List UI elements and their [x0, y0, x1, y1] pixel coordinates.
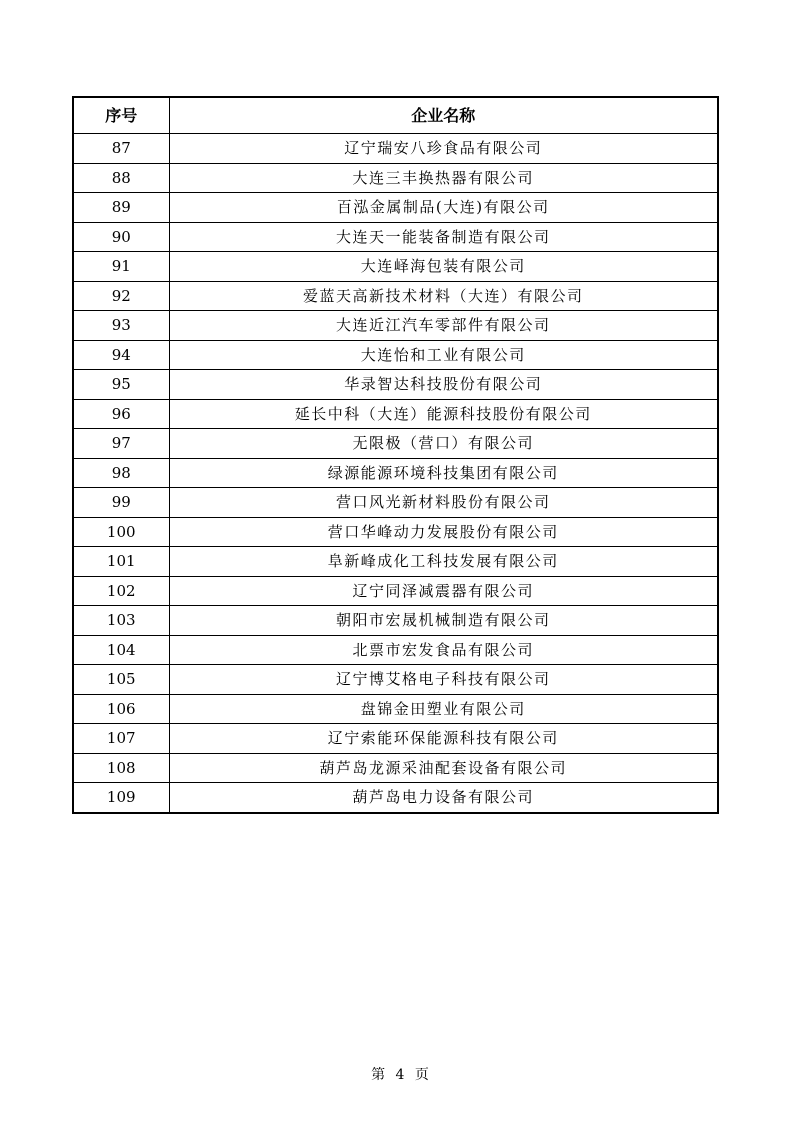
serial-number-cell: 89: [73, 193, 169, 223]
company-name-cell: 无限极（营口）有限公司: [169, 429, 718, 459]
company-name-cell: 辽宁同泽减震器有限公司: [169, 576, 718, 606]
company-name-cell: 绿源能源环境科技集团有限公司: [169, 458, 718, 488]
company-name-cell: 北票市宏发食品有限公司: [169, 635, 718, 665]
company-name-cell: 爱蓝天高新技术材料（大连）有限公司: [169, 281, 718, 311]
table-row: [73, 252, 718, 282]
header-serial-number: 序号: [73, 97, 169, 134]
table-row: [73, 163, 718, 193]
company-name-cell: 盘锦金田塑业有限公司: [169, 694, 718, 724]
table-row: [73, 370, 718, 400]
serial-number-cell: 102: [73, 576, 169, 606]
serial-number-cell: 88: [73, 163, 169, 193]
serial-number-cell: 109: [73, 783, 169, 813]
company-name-cell: 大连三丰换热器有限公司: [169, 163, 718, 193]
table-header-row: [73, 97, 718, 134]
table-row: [73, 576, 718, 606]
table-row: [73, 724, 718, 754]
table-row: [73, 606, 718, 636]
page-number-prefix: 第: [371, 1067, 386, 1083]
company-name-cell: 延长中科（大连）能源科技股份有限公司: [169, 399, 718, 429]
table-body: [73, 134, 718, 813]
serial-number-cell: 95: [73, 370, 169, 400]
company-name-cell: 营口风光新材料股份有限公司: [169, 488, 718, 518]
company-name-cell: 大连天一能装备制造有限公司: [169, 222, 718, 252]
page-number-value: 4: [395, 1067, 405, 1083]
serial-number-cell: 96: [73, 399, 169, 429]
serial-number-cell: 99: [73, 488, 169, 518]
table-row: [73, 134, 718, 164]
company-name-cell: 营口华峰动力发展股份有限公司: [169, 517, 718, 547]
serial-number-cell: 103: [73, 606, 169, 636]
company-name-cell: 葫芦岛电力设备有限公司: [169, 783, 718, 813]
serial-number-cell: 100: [73, 517, 169, 547]
serial-number-cell: 104: [73, 635, 169, 665]
table-row: [73, 458, 718, 488]
serial-number-cell: 105: [73, 665, 169, 695]
table-row: [73, 753, 718, 783]
serial-number-cell: 106: [73, 694, 169, 724]
serial-number-cell: 93: [73, 311, 169, 341]
company-name-cell: 百泓金属制品(大连)有限公司: [169, 193, 718, 223]
serial-number-cell: 90: [73, 222, 169, 252]
company-name-cell: 阜新峰成化工科技发展有限公司: [169, 547, 718, 577]
table-row: [73, 429, 718, 459]
company-table: [72, 96, 719, 814]
page-number-suffix: 页: [414, 1067, 429, 1083]
company-name-cell: 大连峄海包装有限公司: [169, 252, 718, 282]
table-row: [73, 547, 718, 577]
table-row: [73, 311, 718, 341]
table-row: [73, 399, 718, 429]
table-row: [73, 340, 718, 370]
header-company-name: 企业名称: [169, 97, 718, 134]
table-row: [73, 281, 718, 311]
serial-number-cell: 108: [73, 753, 169, 783]
table-row: [73, 635, 718, 665]
table-row: [73, 694, 718, 724]
table-row: [73, 193, 718, 223]
serial-number-cell: 107: [73, 724, 169, 754]
table-row: [73, 783, 718, 813]
table-row: [73, 517, 718, 547]
serial-number-cell: 97: [73, 429, 169, 459]
company-name-cell: 辽宁索能环保能源科技有限公司: [169, 724, 718, 754]
company-name-cell: 朝阳市宏晟机械制造有限公司: [169, 606, 718, 636]
company-name-cell: 辽宁瑞安八珍食品有限公司: [169, 134, 718, 164]
company-name-cell: 葫芦岛龙源采油配套设备有限公司: [169, 753, 718, 783]
company-name-cell: 大连怡和工业有限公司: [169, 340, 718, 370]
serial-number-cell: 92: [73, 281, 169, 311]
table-row: [73, 488, 718, 518]
serial-number-cell: 101: [73, 547, 169, 577]
company-name-cell: 大连近江汽车零部件有限公司: [169, 311, 718, 341]
company-name-cell: 华录智达科技股份有限公司: [169, 370, 718, 400]
serial-number-cell: 87: [73, 134, 169, 164]
serial-number-cell: 91: [73, 252, 169, 282]
table-row: [73, 665, 718, 695]
serial-number-cell: 98: [73, 458, 169, 488]
serial-number-cell: 94: [73, 340, 169, 370]
table-row: [73, 222, 718, 252]
company-name-cell: 辽宁博艾格电子科技有限公司: [169, 665, 718, 695]
page-number: [0, 1064, 800, 1084]
